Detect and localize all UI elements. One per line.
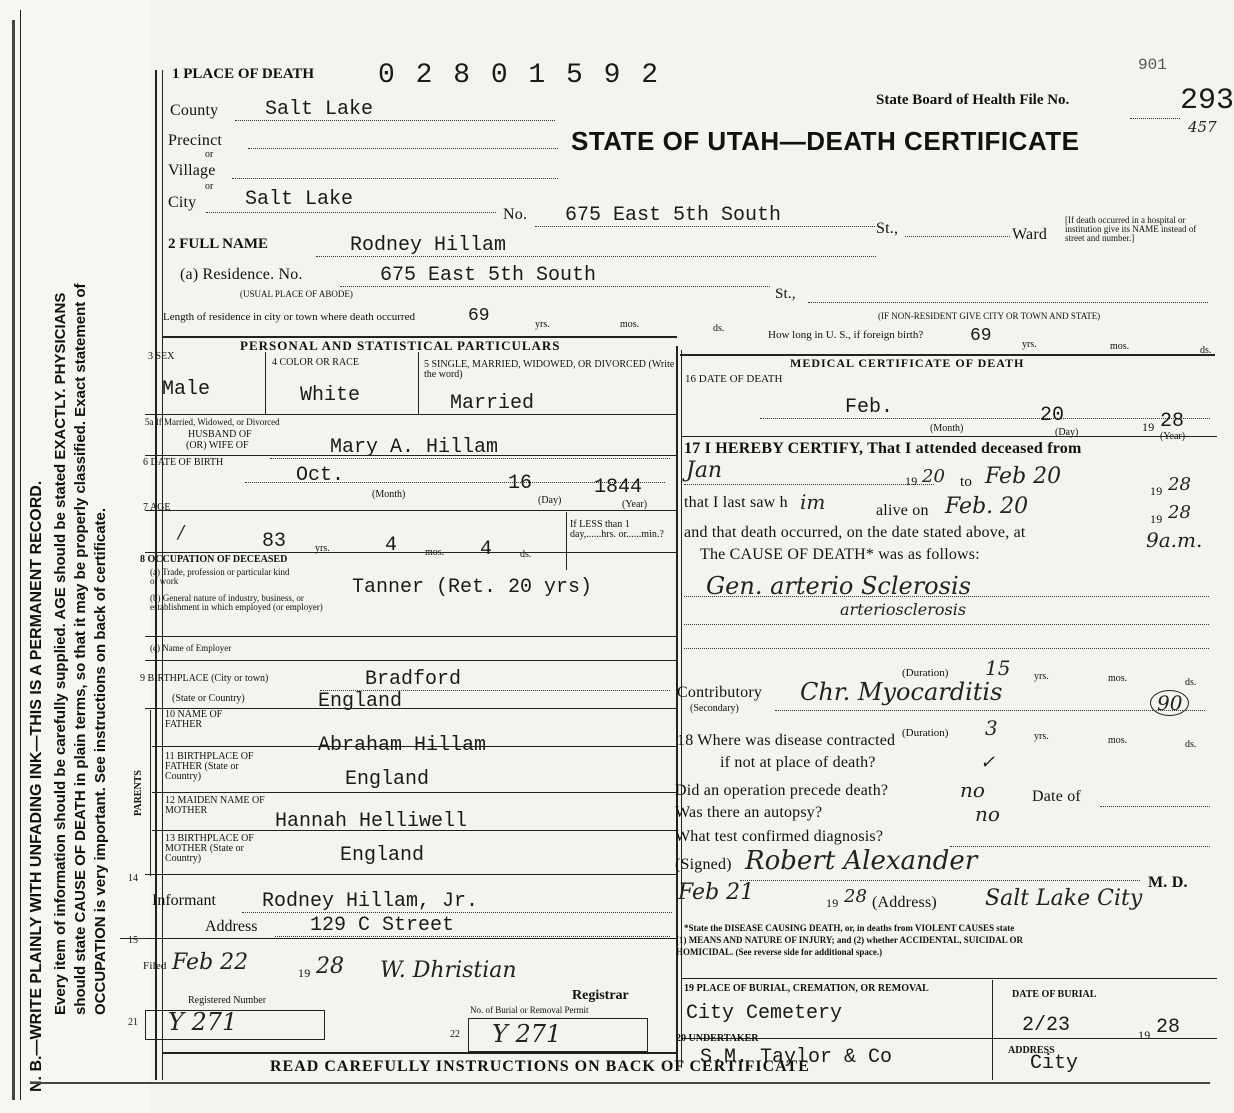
death-time: 9a.m. xyxy=(1146,528,1203,552)
filed-year-prefix: 19 xyxy=(298,966,311,980)
informant-value: Rodney Hillam, Jr. xyxy=(262,890,479,913)
medical-section-title: MEDICAL CERTIFICATE OF DEATH xyxy=(790,356,1025,370)
board-file-sub: 457 xyxy=(1188,118,1217,136)
death-month: Feb. xyxy=(845,396,894,419)
filed-number: 15 xyxy=(128,935,138,946)
occupation-value: Tanner (Ret. 20 yrs) xyxy=(352,576,593,599)
sex-color-divider xyxy=(265,352,266,414)
residence-st-label: St., xyxy=(775,286,796,302)
undertaker-divider xyxy=(992,1040,993,1080)
age-mos-unit: mos. xyxy=(425,547,445,558)
less-than-day-label: If LESS than 1 day,......hrs. or......min.? xyxy=(570,519,664,540)
father-name-label: 10 NAME OF FATHER xyxy=(165,709,223,730)
duration-1-yrs: yrs. xyxy=(1034,671,1049,682)
birthplace-state-label: (State or Country) xyxy=(172,693,245,704)
cause-label: The CAUSE OF DEATH* was as follows: xyxy=(700,546,980,563)
board-file-label: State Board of Health File No. xyxy=(876,92,1070,108)
certificate-title: STATE OF UTAH—DEATH CERTIFICATE xyxy=(571,126,1080,156)
city-label: City xyxy=(168,194,197,211)
color-value: White xyxy=(300,384,361,407)
column-divider-inner xyxy=(681,350,682,1066)
attended-from: Jan xyxy=(686,458,723,483)
row-rule-5 xyxy=(145,636,677,637)
us-mos-unit: mos. xyxy=(1110,341,1130,352)
footer-rule xyxy=(162,1052,677,1054)
occupation-sub-b: (b) General nature of industry, business, or establishment in which employed (or employer) xyxy=(150,593,323,612)
ward-note: [If death occurred in a hospital or institution give its NAME instead of street and number.] xyxy=(1065,215,1197,243)
spouse-label-2: HUSBAND OF xyxy=(188,429,252,440)
attended-from-year-prefix: 19 xyxy=(905,474,918,488)
occupation-sub-a: (a) Trade, profession or particular kind of work xyxy=(150,567,290,586)
street-value: 675 East 5th South xyxy=(565,204,782,227)
footer-instructions: READ CAREFULLY INSTRUCTIONS ON BACK OF CERTIFICATE xyxy=(270,1058,810,1075)
dob-day: 16 xyxy=(508,472,533,495)
filed-label: Filed xyxy=(143,960,167,972)
age-days: 4 xyxy=(480,538,493,561)
board-file-number: 293 xyxy=(1180,84,1234,118)
length-of-residence-label: Length of residence in city or town where death occurred xyxy=(163,311,415,323)
row-rule-11 xyxy=(145,874,677,875)
mother-name-label: 12 MAIDEN NAME OF MOTHER xyxy=(165,795,265,816)
footnote-1: *State the DISEASE CAUSING DEATH, or, in deaths from VIOLENT CAUSES state xyxy=(684,923,1015,933)
place-of-death-label: 1 PLACE OF DEATH xyxy=(172,66,315,82)
spouse-value: Mary A. Hillam xyxy=(330,436,499,459)
dob-month: Oct. xyxy=(296,464,345,487)
sign-year: 28 xyxy=(844,886,867,907)
duration-1-ds: ds. xyxy=(1185,677,1197,688)
burial-date-label: DATE OF BURIAL xyxy=(1012,989,1097,1000)
informant-address-label: Address xyxy=(205,918,258,935)
attended-from-year: 20 xyxy=(922,466,945,487)
mother-birthplace-value: England xyxy=(340,844,425,867)
cause-primary: Gen. arterio Sclerosis xyxy=(706,572,971,600)
burial-permit-value: Y 271 xyxy=(492,1020,562,1048)
contributory-label: Contributory xyxy=(677,684,763,701)
left-edge-rule-2 xyxy=(20,10,21,1100)
death-year-sub: (Year) xyxy=(1160,431,1186,442)
dob-day-sub: (Day) xyxy=(538,495,562,506)
attended-to-year: 28 xyxy=(1168,474,1191,495)
row-rule-6 xyxy=(145,660,677,661)
filed-date: Feb 22 xyxy=(172,950,249,975)
informant-address-value: 129 C Street xyxy=(310,914,455,937)
death-month-sub: (Month) xyxy=(930,423,964,434)
age-months: 4 xyxy=(385,534,398,557)
birthplace-label: 9 BIRTHPLACE (City or town) xyxy=(140,673,269,684)
top-right-number: 901 xyxy=(1138,56,1167,74)
med-rule-3 xyxy=(682,1038,1217,1039)
date-of-death-label: 16 DATE OF DEATH xyxy=(685,373,783,385)
contributory-code: 90 xyxy=(1150,690,1189,716)
county-value: Salt Lake xyxy=(265,98,374,121)
age-less-divider xyxy=(566,512,567,570)
street-no-label: No. xyxy=(503,206,528,223)
alive-year-prefix: 19 xyxy=(1150,512,1163,526)
burial-year: 28 xyxy=(1156,1016,1181,1039)
q18-value: ✓ xyxy=(980,752,996,773)
personal-section-title: PERSONAL AND STATISTICAL PARTICULARS xyxy=(240,338,561,353)
registrar-signature: W. Dhristian xyxy=(380,958,517,983)
row-rule-4 xyxy=(145,552,677,553)
last-saw-label: that I last saw h xyxy=(684,494,788,511)
age-years: 83 xyxy=(262,530,287,553)
informant-number: 14 xyxy=(128,873,138,884)
signed-label: (Signed) xyxy=(675,856,732,873)
burial-date-divider xyxy=(992,980,993,1040)
attended-to-year-prefix: 19 xyxy=(1150,484,1163,498)
duration-label-2: (Duration) xyxy=(902,727,949,739)
alive-on-value: Feb. 20 xyxy=(945,494,1029,519)
sign-date: Feb 21 xyxy=(678,880,755,905)
footnote-3: HOMICIDAL. (See reverse side for additional space.) xyxy=(676,947,883,957)
color-marital-divider xyxy=(418,352,419,414)
or-label-1: or xyxy=(205,149,214,160)
burial-date-value: 2/23 xyxy=(1022,1014,1071,1037)
registrar-label: Registrar xyxy=(572,988,629,1003)
spouse-label-1: 5a If Married, Widowed, or Divorced xyxy=(145,417,280,427)
duration-2-ds: ds. xyxy=(1185,739,1197,750)
age-mark: / xyxy=(178,522,185,543)
side-instruction-line-2: Every item of information should be carefully supplied. AGE should be stated EXACTLY. PHYSICIANS xyxy=(52,292,69,1015)
residence-value: 675 East 5th South xyxy=(380,264,597,287)
bottom-edge-rule xyxy=(30,1082,1210,1084)
nonresident-note: (IF NON-RESIDENT GIVE CITY OR TOWN AND STATE) xyxy=(878,311,1101,321)
row-rule-12 xyxy=(120,938,677,939)
father-birthplace-label: 11 BIRTHPLACE OF FATHER (State or Country) xyxy=(165,751,254,782)
test-label: What test confirmed diagnosis? xyxy=(675,828,884,845)
reg-number-prefix: 21 xyxy=(128,1017,138,1028)
ward-label: Ward xyxy=(1012,226,1048,243)
autopsy-value: no xyxy=(975,802,1000,826)
operation-label: Did an operation precede death? xyxy=(675,782,889,799)
burial-year-prefix: 19 xyxy=(1138,1028,1151,1042)
village-label: Village xyxy=(168,162,216,179)
permit-prefix: 22 xyxy=(450,1029,460,1040)
color-label: 4 COLOR OR RACE xyxy=(272,357,359,368)
length-yrs-unit: yrs. xyxy=(535,319,550,330)
dob-month-sub: (Month) xyxy=(372,489,406,500)
sex-label: 3 SEX xyxy=(148,351,175,362)
dob-label: 6 DATE OF BIRTH xyxy=(143,457,224,468)
row-rule-7 xyxy=(145,708,677,709)
death-year: 28 xyxy=(1160,410,1185,433)
sign-year-prefix: 19 xyxy=(826,896,839,910)
spouse-label-3: (OR) WIFE OF xyxy=(186,440,249,451)
duration-2-mos: mos. xyxy=(1108,735,1128,746)
duration-2-yrs: yrs. xyxy=(1034,731,1049,742)
parents-label: PARENTS xyxy=(133,770,144,816)
length-ds-unit: ds. xyxy=(713,323,725,334)
q18-label: 18 Where was disease contracted xyxy=(677,732,896,749)
column-divider xyxy=(676,346,678,1066)
certificate-number: 0 2 8 0 1 5 9 2 xyxy=(378,60,661,91)
row-rule-10 xyxy=(152,830,677,831)
side-instruction-line-3: should state CAUSE OF DEATH in plain terms, so that it may be properly classified. Exact statement of xyxy=(72,283,89,1015)
age-label: 7 AGE xyxy=(143,502,171,513)
cause-secondary-note: arteriosclerosis xyxy=(840,600,967,619)
secondary-label: (Secondary) xyxy=(690,703,739,714)
attended-to-label: to xyxy=(960,474,973,490)
filed-year: 28 xyxy=(316,954,344,979)
row-rule-9 xyxy=(152,792,677,793)
burial-permit-label: No. of Burial or Removal Permit xyxy=(470,1005,589,1015)
dob-year: 1844 xyxy=(594,476,643,499)
residence-sub-label: (USUAL PLACE OF ABODE) xyxy=(240,289,353,299)
burial-place-label: 19 PLACE OF BURIAL, CREMATION, OR REMOVAL xyxy=(684,983,929,994)
alive-year: 28 xyxy=(1168,502,1191,523)
burial-place-value: City Cemetery xyxy=(686,1002,843,1025)
med-rule-2 xyxy=(682,978,1217,979)
death-occurred-label: and that death occurred, on the date stated above, at xyxy=(684,524,1026,541)
birthplace-country: England xyxy=(318,690,403,713)
last-saw-pronoun: im xyxy=(800,490,826,514)
left-edge-rule xyxy=(12,20,15,1100)
physician-signature: Robert Alexander xyxy=(745,846,978,876)
precinct-label: Precinct xyxy=(168,132,223,149)
city-value: Salt Lake xyxy=(245,188,354,211)
parents-band-divider xyxy=(150,710,151,876)
st-label: St., xyxy=(876,220,899,237)
row-rule-2 xyxy=(145,455,677,456)
age-yrs-unit: yrs. xyxy=(315,543,330,554)
birthplace-city: Bradford xyxy=(365,668,462,691)
duration-1-mos: mos. xyxy=(1108,673,1128,684)
alive-on-label: alive on xyxy=(876,502,929,519)
mother-name-value: Hannah Helliwell xyxy=(275,810,468,833)
registered-number-value: Y 271 xyxy=(168,1008,238,1036)
full-name-value: Rodney Hillam xyxy=(350,234,507,257)
residence-label: (a) Residence. No. xyxy=(180,266,303,283)
undertaker-value: S.M. Taylor & Co xyxy=(700,1046,893,1069)
sex-value: Male xyxy=(162,378,211,401)
duration-1: 15 xyxy=(985,656,1011,680)
length-mos-unit: mos. xyxy=(620,319,640,330)
marital-value: Married xyxy=(450,392,535,415)
registered-number-label: Registered Number xyxy=(188,995,267,1006)
death-day-sub: (Day) xyxy=(1055,427,1079,438)
us-ds-unit: ds. xyxy=(1200,345,1212,356)
occupation-label: 8 OCCUPATION OF DECEASED xyxy=(140,554,288,565)
death-year-prefix: 19 xyxy=(1142,420,1155,434)
physician-address-value: Salt Lake City xyxy=(985,886,1143,911)
us-yrs-unit: yrs. xyxy=(1022,339,1037,350)
undertaker-address-value: City xyxy=(1030,1052,1079,1075)
undertaker-label: 20 UNDERTAKER xyxy=(676,1033,759,1044)
side-instruction-line-4: OCCUPATION is very important. See instructions on back of certificate. xyxy=(92,507,109,1015)
undertaker-address-label: ADDRESS xyxy=(1008,1045,1055,1056)
row-rule-8 xyxy=(152,746,677,747)
duration-2: 3 xyxy=(985,716,998,740)
contributory-value: Chr. Myocarditis xyxy=(800,678,1003,706)
length-years-value: 69 xyxy=(468,306,490,326)
med-rule-1 xyxy=(682,436,1217,437)
or-label-2: or xyxy=(205,181,214,192)
full-name-label: 2 FULL NAME xyxy=(168,236,269,252)
age-ds-unit: ds. xyxy=(520,549,532,560)
mother-birthplace-label: 13 BIRTHPLACE OF MOTHER (State or Country) xyxy=(165,833,254,864)
informant-label: Informant xyxy=(152,892,216,909)
marital-label: 5 SINGLE, MARRIED, WIDOWED, OR DIVORCED (Write the word) xyxy=(424,359,675,380)
row-rule-1 xyxy=(145,414,677,415)
county-label: County xyxy=(170,102,219,119)
us-residence-label: How long in U. S., if foreign birth? xyxy=(768,329,924,341)
attended-to: Feb 20 xyxy=(985,464,1062,489)
father-birthplace-value: England xyxy=(345,768,430,791)
father-name-value: Abraham Hillam xyxy=(318,734,487,757)
side-instruction-line-1: N. B.—WRITE PLAINLY WITH UNFADING INK—THIS IS A PERMANENT RECORD. xyxy=(28,480,45,1092)
death-day: 20 xyxy=(1040,404,1065,427)
us-years-value: 69 xyxy=(970,326,992,346)
md-label: M. D. xyxy=(1148,874,1188,891)
autopsy-label: Was there an autopsy? xyxy=(675,804,823,821)
footnote-2: (1) MEANS AND NATURE OF INJURY; and (2) whether ACCIDENTAL, SUICIDAL OR xyxy=(676,935,1024,945)
physician-address-label: (Address) xyxy=(872,894,937,911)
employer-label: (c) Name of Employer xyxy=(150,643,232,653)
certify-label: 17 I HEREBY CERTIFY, That I attended deceased from xyxy=(684,440,1082,457)
row-rule-3 xyxy=(145,510,677,511)
operation-value: no xyxy=(960,778,985,802)
duration-label-1: (Duration) xyxy=(902,667,949,679)
q18-label-2: if not at place of death? xyxy=(720,754,876,771)
date-of-label: Date of xyxy=(1032,788,1081,805)
dob-year-sub: (Year) xyxy=(622,499,648,510)
